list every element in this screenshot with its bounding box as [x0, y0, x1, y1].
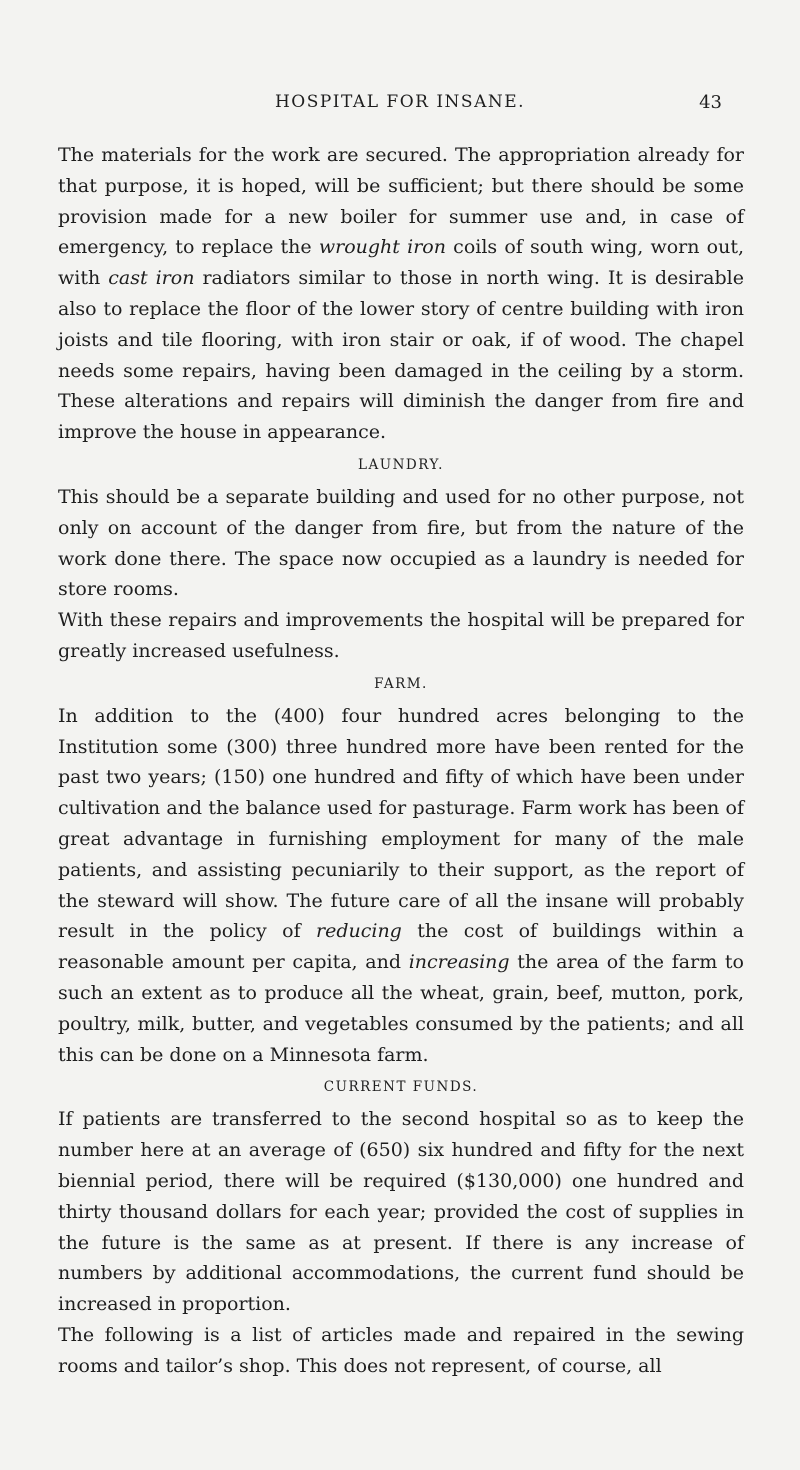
- running-title: HOSPITAL FOR INSANE.: [274, 92, 526, 112]
- emphasis-cast-iron: cast iron: [108, 267, 195, 290]
- section-heading-laundry: LAUNDRY.: [358, 456, 444, 473]
- emphasis-reducing: reducing: [316, 920, 402, 943]
- paragraph-text: In addition to the (400) four hundred acres belonging to the Institution some (300) three hundred more have been rented for the past two years; (150) one hundred and fifty of which have been under cultivation and the balance used for pasturage. Farm work has been of great advantage in furnishing employment for many of the male patients, and assisting pecuniarily to their support, as the report of the steward will show. The future care of all the insane will probably result in the policy of: [58, 704, 744, 943]
- running-head: [60, 92, 740, 122]
- paragraph-improvements: With these repairs and improvements the hospital will be prepared for greatly increased usefulness.: [58, 609, 744, 662]
- section-heading-current-funds: CURRENT FUNDS.: [323, 1079, 479, 1096]
- paragraph-current-funds: If patients are transferred to the second hospital so as to keep the number here at an average of (650) six hundred and fifty for the next biennial period, there will be required ($130,000) one hundred and thirty thousand dollars for each year; provided the cost of supplies in the future is the same as at present. If there is any increase of numbers by additional accommodations, the current fund should be increased in proportion.: [58, 1108, 744, 1316]
- section-heading-farm: FARM.: [374, 675, 428, 692]
- paragraph-materials: [58, 140, 744, 448]
- paragraph-text: radiators similar to those in north wing. It is desirable also to replace the floor of the lower story of centre building with iron joists and tile flooring, with iron stair or oak, if of wood. The chapel needs some repairs, having been damaged in the ceiling by a storm. These alterations and repairs will diminish the danger from fire and improve the house in appearance.: [58, 267, 744, 444]
- paragraph-text: The materials for the work are secured. The appropriation already for that purpose, it is hoped, will be sufficient; but there should be some provision made for a new boiler for summer use and, in case of emergency, to replace the: [58, 144, 744, 259]
- paragraph-sewing-list: The following is a list of articles made and repaired in the sewing rooms and tailor’s shop. This does not represent, of course, all: [58, 1323, 744, 1377]
- paragraph-text: the area of the farm to such an extent as to produce all the wheat, grain, beef, mutton, pork, poultry, milk, butter, and vegetables consumed by the patients; and all this can be done on a Minnesota farm.: [58, 951, 744, 1066]
- paragraph-text: the cost of buildings within a reasonable amount per capita, and: [58, 920, 745, 974]
- paragraph-text: coils of south wing, worn out, with: [58, 236, 745, 290]
- emphasis-increasing: increasing: [408, 951, 510, 974]
- page-number: 43: [699, 92, 722, 113]
- emphasis-wrought-iron: wrought iron: [318, 236, 446, 259]
- page-body: [58, 140, 744, 1381]
- paragraph-farm: [58, 701, 744, 1071]
- paragraph-laundry: This should be a separate building and used for no other purpose, not only on account of the danger from fire, but from the nature of the work done there. The space now occupied as a laundry is needed for store rooms.: [58, 485, 744, 601]
